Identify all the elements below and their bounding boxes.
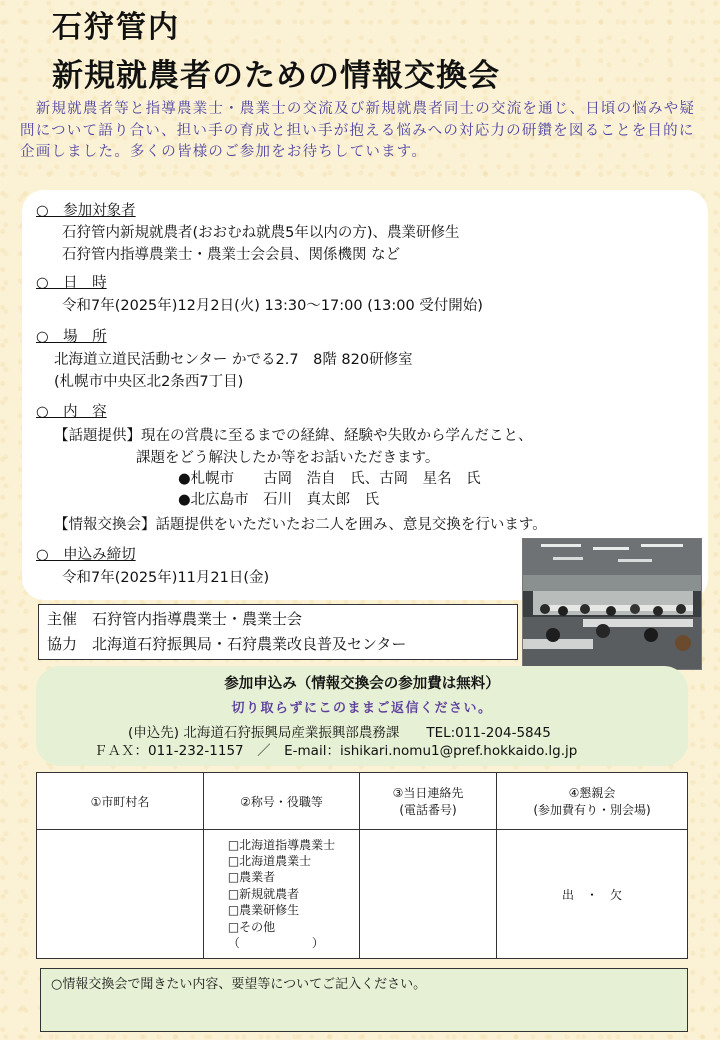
target-line1: 石狩管内新規就農者(おおむね就農5年以内の方)、農業研修生 bbox=[62, 225, 460, 241]
meeting-photo bbox=[522, 538, 702, 670]
content-heading: ○ 内 容 bbox=[36, 404, 107, 420]
organizers-box bbox=[38, 604, 518, 660]
content-exchange: 【情報交換会】話題提供をいただいたお二人を囲み、意見交換を行います。 bbox=[54, 517, 547, 533]
header-reception-line1: ④懇親会 bbox=[568, 786, 616, 800]
target-line2: 石狩管内指導農業士・農業士会会員、関係機関 など bbox=[62, 247, 401, 263]
target-heading: ○ 参加対象者 bbox=[36, 203, 136, 219]
header-reception bbox=[497, 773, 688, 830]
option-guiding-farmer[interactable]: □北海道指導農業士 bbox=[227, 837, 336, 852]
option-new-farmer[interactable]: □新規就農者 bbox=[227, 886, 300, 901]
place-line1: 北海道立道民活動センター かでる2.7 8階 820研修室 bbox=[54, 352, 413, 368]
header-contact-line1: ③当日連絡先 bbox=[392, 786, 464, 800]
application-title: 参加申込み（情報交換会の参加費は無料） bbox=[224, 676, 500, 692]
application-subtitle: 切り取らずにこのままご返信ください。 bbox=[231, 701, 493, 716]
deadline-heading: ○ 申込み締切 bbox=[36, 547, 136, 563]
date-line1: 令和7年(2025年)12月2日(火) 13:30～17:00 (13:00 受付開始) bbox=[62, 298, 483, 314]
option-other[interactable]: □その他 bbox=[227, 919, 276, 934]
organizer-support: 協力 北海道石狩振興局・石狩農業改良普及センター bbox=[47, 635, 407, 653]
header-contact-line2: (電話番号) bbox=[399, 803, 457, 817]
contact-input-cell[interactable] bbox=[360, 830, 497, 959]
header-municipality: ①市町村名 bbox=[37, 773, 204, 830]
option-farmer[interactable]: □農業者 bbox=[227, 870, 276, 885]
speaker-2: ●北広島市 石川 真太郎 氏 bbox=[178, 492, 380, 508]
intro-text: 新規就農者等と指導農業士・農業士の交流及び新規就農者同士の交流を通じ、日頃の悩みや疑問について語り合い、担い手の育成と担い手が抱える悩みへの対応力の研鑽を図ることを目的に企画しました。多くの皆様のご参加をお待ちしています。 bbox=[20, 101, 696, 160]
title-options-cell[interactable] bbox=[204, 830, 360, 959]
title-line1: 石狩管内 bbox=[52, 10, 180, 45]
header-title-role: ②称号・役職等 bbox=[204, 773, 360, 830]
place-line2: (札幌市中央区北2条西7丁目) bbox=[54, 374, 244, 390]
title-line2: 新規就農者のための情報交換会 bbox=[52, 58, 500, 94]
date-heading: ○ 日 時 bbox=[36, 275, 107, 291]
organizer-host: 主催 石狩管内指導農業士・農業士会 bbox=[47, 610, 303, 628]
content-topic-line2: 課題をどう解決したか等をお話いただきます。 bbox=[136, 450, 440, 466]
title-options-list bbox=[228, 837, 335, 952]
header-reception-line2: (参加費有り・別会場) bbox=[533, 803, 651, 817]
option-trainee[interactable]: □農業研修生 bbox=[227, 903, 300, 918]
request-box[interactable] bbox=[40, 968, 688, 1032]
place-heading: ○ 場 所 bbox=[36, 329, 107, 345]
request-prompt: ○情報交換会で聞きたい内容、要望等についてご記入ください。 bbox=[51, 977, 427, 992]
content-topic-line1: 【話題提供】現在の営農に至るまでの経緯、経験や失敗から学んだこと、 bbox=[54, 428, 533, 444]
attendance-cell[interactable]: 出 ・ 欠 bbox=[497, 830, 688, 959]
option-other-blank[interactable]: （ ） bbox=[227, 936, 324, 951]
deadline-line1: 令和7年(2025年)11月21日(金) bbox=[62, 570, 270, 586]
option-farmer-hokkaido[interactable]: □北海道農業士 bbox=[227, 853, 312, 868]
contact-tel: (申込先) 北海道石狩振興局産業振興部農務課 TEL:011-204-5845 bbox=[128, 725, 551, 741]
municipality-input-cell[interactable] bbox=[37, 830, 204, 959]
contact-fax-email: ＦＡＸ：011-232-1157 ／ E-mail：ishikari.nomu1@pref.hokkaido.lg.jp bbox=[94, 743, 578, 759]
header-contact bbox=[360, 773, 497, 830]
application-form-table bbox=[36, 772, 688, 959]
speaker-1: ●札幌市 古岡 浩自 氏、古岡 星名 氏 bbox=[178, 471, 481, 487]
